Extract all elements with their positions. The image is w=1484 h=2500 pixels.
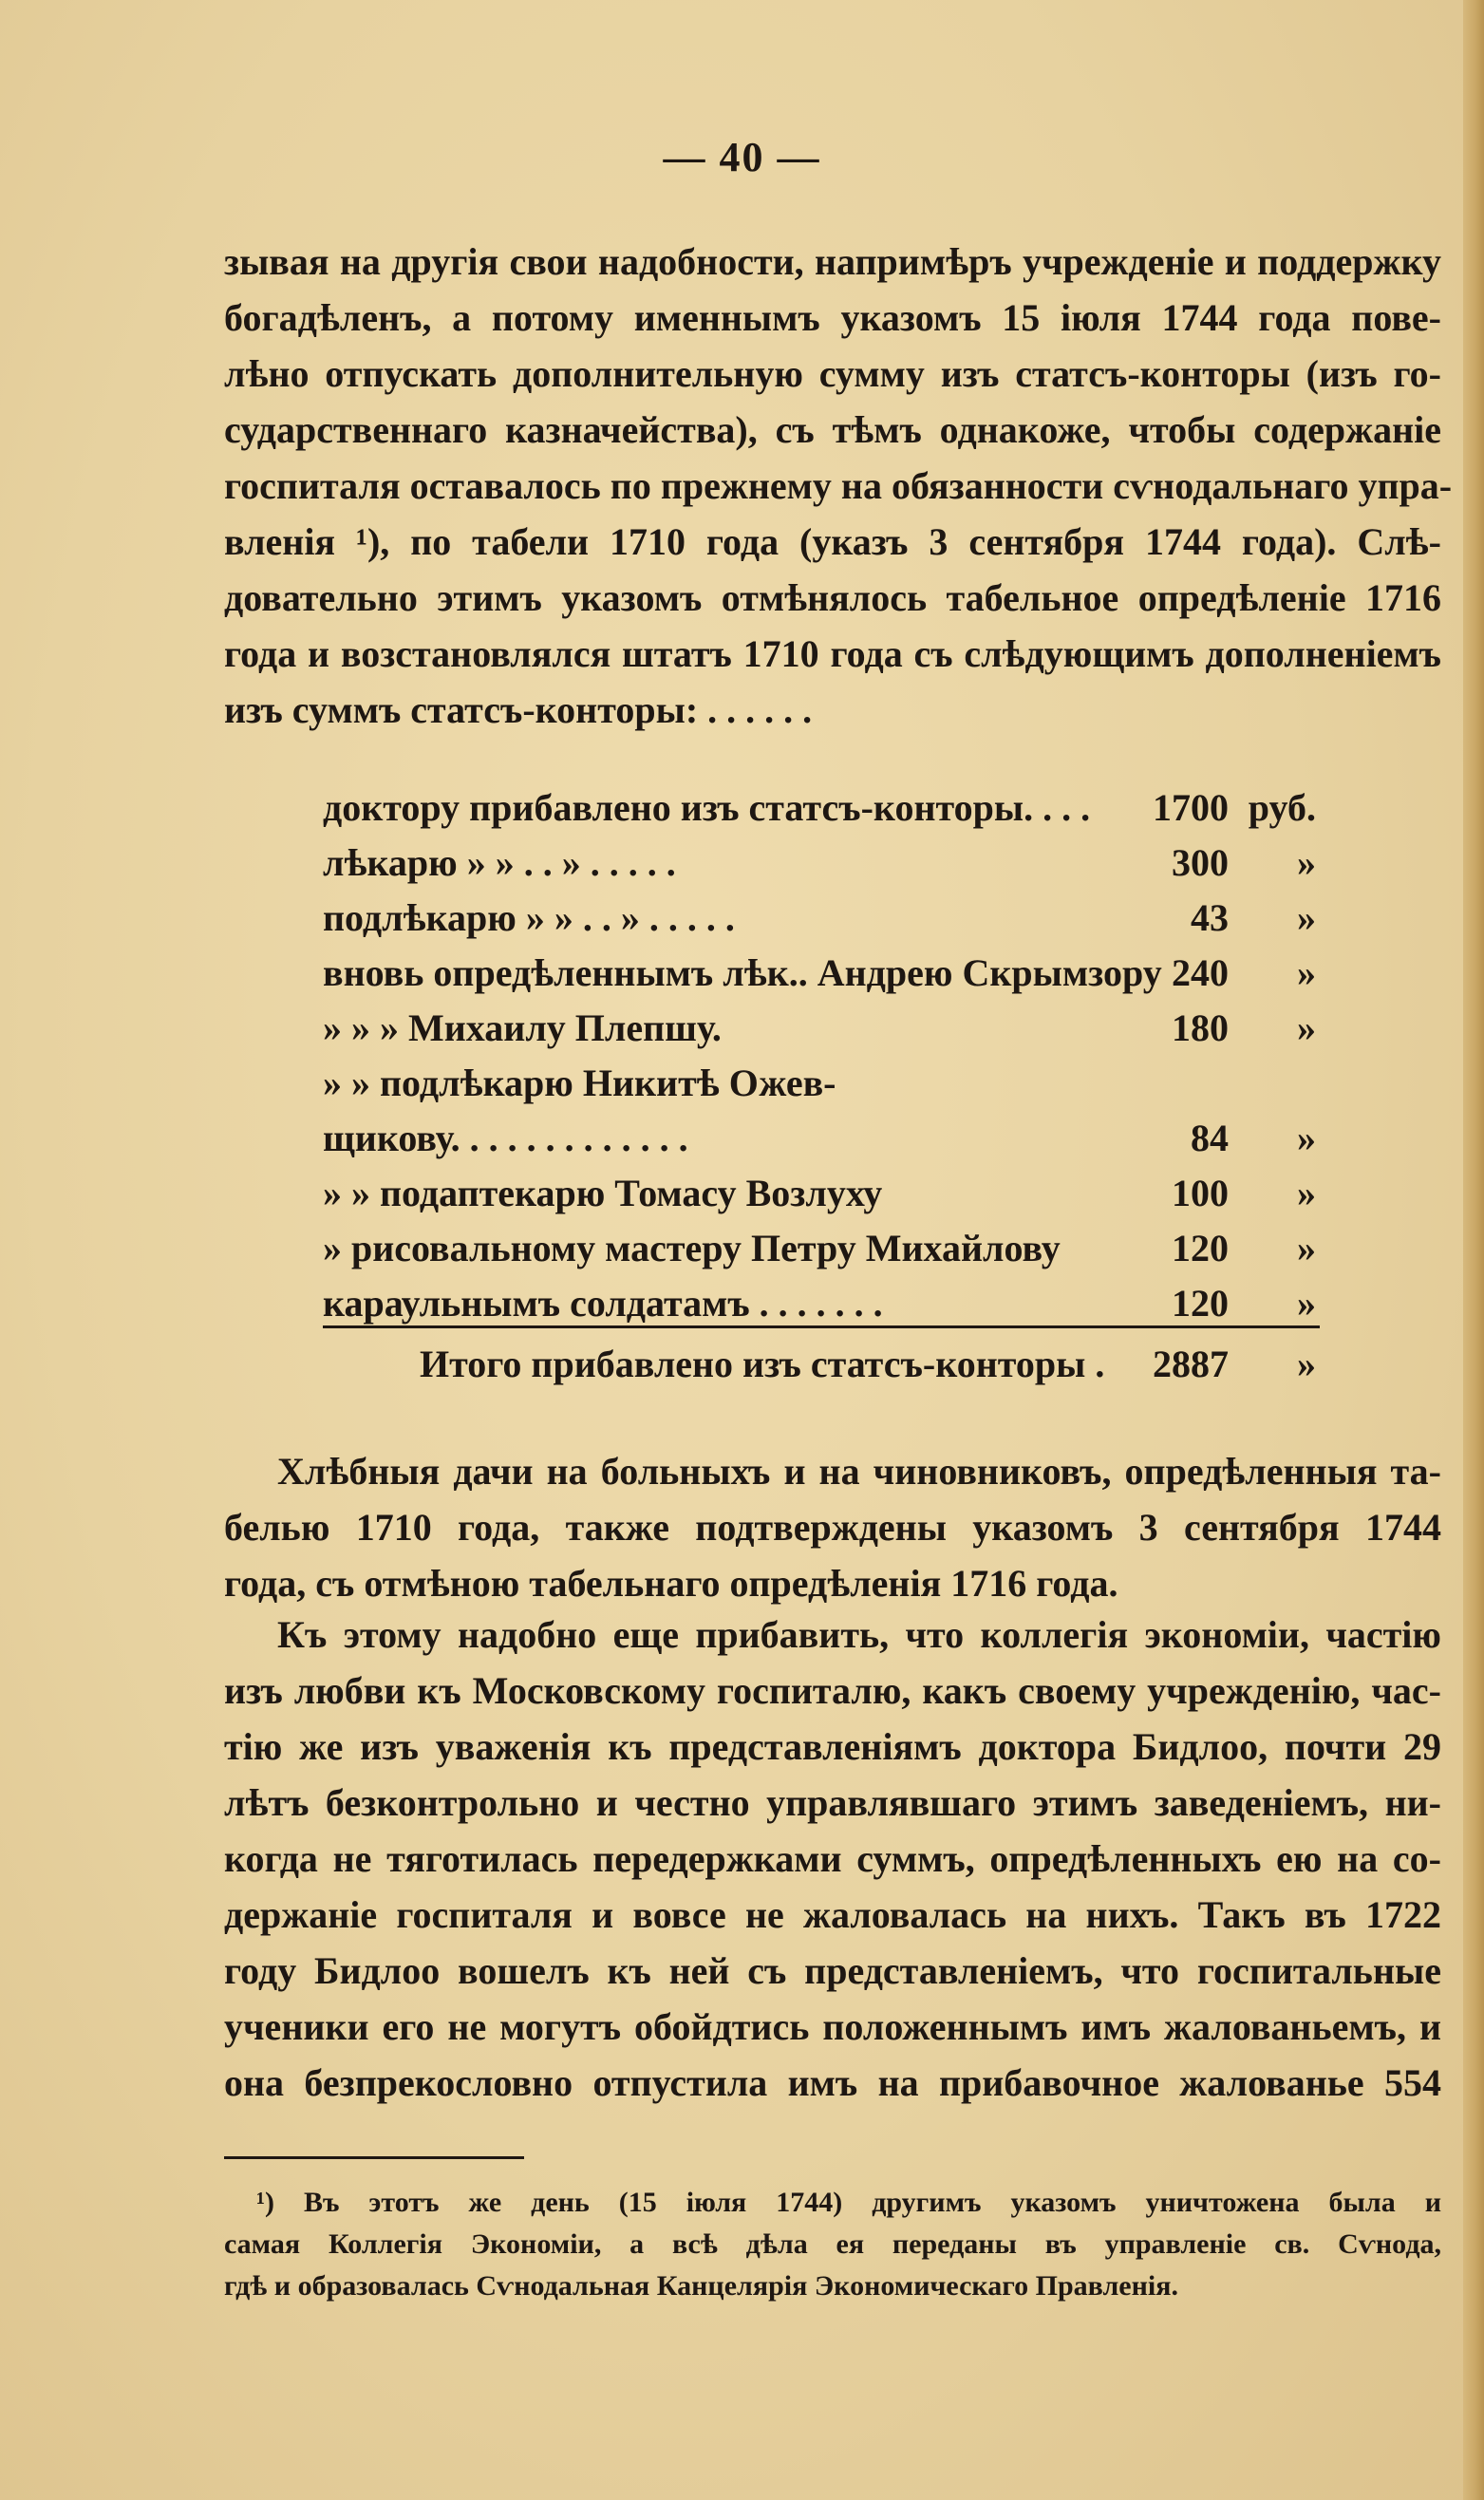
paragraph-3 bbox=[224, 1607, 1441, 2111]
ledger-unit: » bbox=[1297, 1172, 1316, 1214]
footnote-line: самая Коллегія Экономіи, а всѣ дѣла ея переданы въ управленіе св. Сѵнода, bbox=[224, 2228, 1441, 2260]
ledger-desc: доктору прибавлено изъ статсъ-конторы. . . . bbox=[323, 786, 1091, 829]
footnote-rule bbox=[224, 2156, 524, 2159]
text-line: она безпрекословно отпустила имъ на прибавочное жалованье 554 bbox=[224, 2061, 1441, 2104]
text-line: зывая на другія свои надобности, напримѣръ учрежденіе и поддержку bbox=[224, 240, 1441, 283]
ledger-desc: лѣкарю » » . . » . . . . . bbox=[323, 841, 676, 884]
text-line: изъ любви къ Московскому госпиталю, какъ своему учрежденію, час- bbox=[224, 1669, 1441, 1712]
ledger-desc: подлѣкарю » » . . » . . . . . bbox=[323, 896, 735, 939]
paragraph-2 bbox=[224, 1443, 1441, 1611]
text-line: сударственнаго казначейства), съ тѣмъ однакоже, чтобы содержаніе bbox=[224, 408, 1441, 451]
ledger-total-rule bbox=[323, 1325, 1320, 1328]
text-line: Хлѣбныя дачи на больныхъ и на чиновниковъ, опредѣленныя та- bbox=[277, 1450, 1441, 1493]
footnote bbox=[224, 2182, 1441, 2307]
ledger-row bbox=[323, 836, 1335, 891]
ledger-amount: 84 bbox=[1191, 1117, 1229, 1159]
ledger-total-unit: » bbox=[1297, 1343, 1316, 1385]
ledger-unit: руб. bbox=[1248, 786, 1316, 829]
ledger-unit: » bbox=[1297, 1117, 1316, 1159]
text-line: ученики его не могутъ обойдтись положеннымъ имъ жалованьемъ, и bbox=[224, 2005, 1441, 2048]
ledger-desc: » » подаптекарю Томасу Возлуху bbox=[323, 1172, 883, 1214]
text-line: белью 1710 года, также подтверждены указомъ 3 сентября 1744 bbox=[224, 1506, 1441, 1549]
text-line: лѣтъ безконтрольно и честно управлявшаго этимъ заведеніемъ, ни- bbox=[224, 1781, 1441, 1824]
ledger-row bbox=[323, 780, 1335, 836]
ledger-row bbox=[323, 946, 1335, 1001]
ledger-amount: 240 bbox=[1172, 951, 1229, 994]
ledger-row bbox=[323, 1221, 1335, 1276]
ledger-amount: 120 bbox=[1172, 1282, 1229, 1325]
ledger-desc: щикову. . . . . . . . . . . . . bbox=[323, 1117, 688, 1159]
ledger-row bbox=[323, 1111, 1335, 1166]
ledger-row bbox=[323, 891, 1335, 946]
text-line: тію же изъ уваженія къ представленіямъ доктора Бидлоо, почти 29 bbox=[224, 1725, 1441, 1768]
ledger-desc: » » подлѣкарю Никитѣ Ожев- bbox=[323, 1062, 836, 1104]
footnote-line: ¹) Въ этотъ же день (15 іюля 1744) другимъ указомъ уничтожена была и bbox=[256, 2187, 1441, 2218]
ledger-row bbox=[323, 1056, 1335, 1111]
footnote-line: гдѣ и образовалась Сѵнодальная Канцелярія Экономическаго Правленія. bbox=[224, 2270, 1178, 2302]
ledger-amount: 180 bbox=[1172, 1006, 1229, 1049]
text-line: госпиталя оставалось по прежнему на обязанности сѵнодальнаго упра- bbox=[224, 464, 1453, 507]
ledger-unit: » bbox=[1297, 1282, 1316, 1325]
page-number: — 40 — bbox=[663, 134, 821, 180]
text-line: держаніе госпиталя и вовсе не жаловалась на нихъ. Такъ въ 1722 bbox=[224, 1893, 1441, 1936]
ledger-unit: » bbox=[1297, 896, 1316, 939]
ledger-desc: караульнымъ солдатамъ . . . . . . . bbox=[323, 1282, 883, 1325]
ledger-amount: 120 bbox=[1172, 1227, 1229, 1269]
text-line: года и возстановлялся штатъ 1710 года съ слѣдующимъ дополненіемъ bbox=[224, 632, 1441, 675]
text-line: году Бидлоо вошелъ къ ней съ представленіемъ, что госпитальные bbox=[224, 1949, 1441, 1992]
ledger-desc: вновь опредѣленнымъ лѣк.. Андрею Скрымзору bbox=[323, 951, 1162, 994]
paragraph-1 bbox=[224, 234, 1453, 738]
ledger-unit: » bbox=[1297, 1227, 1316, 1269]
ledger-desc: » » » Михаилу Плепшу. bbox=[323, 1006, 722, 1049]
text-line: Къ этому надобно еще прибавить, что коллегія экономіи, частію bbox=[277, 1613, 1441, 1656]
ledger-amount: 43 bbox=[1191, 896, 1229, 939]
text-line: изъ суммъ статсъ-конторы: . . . . . . bbox=[224, 688, 813, 731]
text-line: довательно этимъ указомъ отмѣнялось табельное опредѣленіе 1716 bbox=[224, 576, 1441, 619]
ledger-total-desc: Итого прибавлено изъ статсъ-конторы . bbox=[420, 1343, 1105, 1385]
ledger-amount: 1700 bbox=[1153, 786, 1229, 829]
text-line: богадѣленъ, а потому именнымъ указомъ 15 іюля 1744 года пове- bbox=[224, 296, 1441, 339]
ledger-desc: » рисовальному мастеру Петру Михайлову bbox=[323, 1227, 1061, 1269]
ledger-unit: » bbox=[1297, 951, 1316, 994]
page-edge bbox=[1463, 0, 1484, 2500]
text-line: вленія ¹), по табели 1710 года (указъ 3 сентября 1744 года). Слѣ- bbox=[224, 520, 1441, 563]
ledger-amount: 300 bbox=[1172, 841, 1229, 884]
ledger-table bbox=[323, 780, 1335, 1392]
ledger-row bbox=[323, 1166, 1335, 1221]
text-line: когда не тяготилась передержками суммъ, опредѣленныхъ ею на со- bbox=[224, 1837, 1441, 1880]
ledger-total-row bbox=[323, 1337, 1335, 1392]
ledger-unit: » bbox=[1297, 1006, 1316, 1049]
ledger-unit: » bbox=[1297, 841, 1316, 884]
text-line: года, съ отмѣною табельнаго опредѣленія 1716 года. bbox=[224, 1562, 1118, 1605]
ledger-row bbox=[323, 1276, 1335, 1331]
ledger-amount: 100 bbox=[1172, 1172, 1229, 1214]
ledger-total-amount: 2887 bbox=[1153, 1343, 1229, 1385]
text-line: лѣно отпускать дополнительную сумму изъ статсъ-конторы (изъ го- bbox=[224, 352, 1441, 395]
ledger-row bbox=[323, 1001, 1335, 1056]
